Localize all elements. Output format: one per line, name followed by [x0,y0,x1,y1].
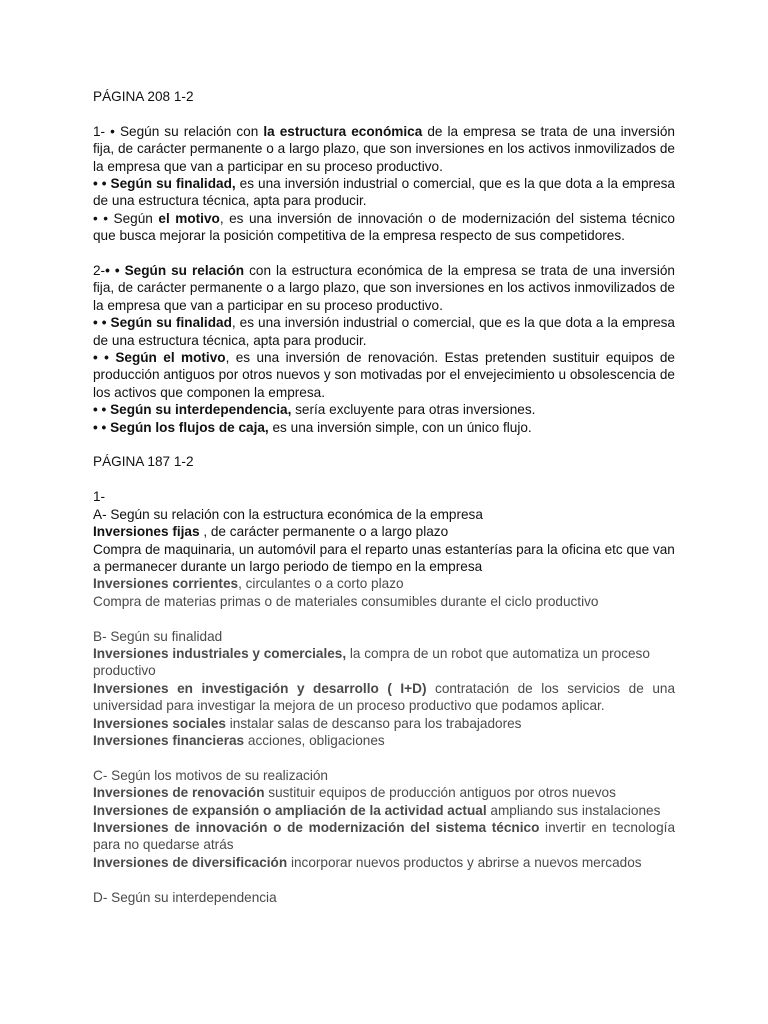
renovacion-bold: Inversiones de renovación [93,785,265,801]
heading-pagina-187: PÁGINA 187 1-2 [93,454,194,470]
block-b-id [93,680,675,715]
industriales-post: la compra de un robot que automatiza un proceso productivo [93,645,650,679]
s1-relacion-bold: la estructura económica [263,123,423,139]
innovacion-bold: Inversiones de innovación o de modernización del sistema técnico [93,819,540,835]
heading-one: 1- [93,489,106,505]
sociales-post: instalar salas de descanso para los trabajadores [226,715,522,731]
financieras-post: acciones, obligaciones [244,732,385,748]
corrientes-bold: Inversiones corrientes [93,576,239,592]
id-post: contratación de los servicios de una universidad para investigar la mejora de un proceso productivo que podamos aplicar. [93,680,675,714]
document-body [93,88,675,906]
s2-finalidad-bold: • • Según su finalidad [93,315,232,331]
block-a-corrientes-example: Compra de materias primas o de materiales consumibles durante el ciclo productivo [93,593,599,609]
s2-paragraph-finalidad [93,314,675,349]
s2-interdependencia-post: sería excluyente para otras inversiones. [291,402,536,418]
s2-relacion-post: con la estructura económica de la empresa se trata de una inversión fija, de carácter permanente o a largo plazo, que son inversiones en los activos inmovilizados de la empresa que van a participar en su proceso productivo. [93,263,675,313]
block-c-renovacion [93,784,675,801]
diversificacion-post: incorporar nuevos productos y abrirse a nuevos mercados [287,854,642,870]
s1-relacion-pre: 1- • Según su relación con [93,123,264,139]
s1-finalidad-post: es una inversión industrial o comercial, que es la que dota a la empresa de una estructura técnica, apta para producir. [93,176,675,209]
s1-paragraph-relacion [93,123,675,175]
s2-flujos-post: es una inversión simple, con un único flujo. [268,419,532,435]
corrientes-post: , circulantes o a corto plazo [238,576,404,592]
block-c-diversificacion [93,854,675,871]
fijas-post: , de carácter permanente o a largo plazo [199,524,449,540]
industriales-bold: Inversiones industriales y comerciales, [93,645,347,661]
block-a-fijas [93,523,675,540]
s1-relacion-post: de la empresa se trata de una inversión fija, de carácter permanente o a largo plazo, que son inversiones en los activos inmovilizados de la empresa que van a participar en su proceso productivo. [93,123,675,174]
block-d-title: D- Según su interdependencia [93,889,277,905]
s1-finalidad-bold: su finalidad, [156,176,236,192]
fijas-bold: Inversiones fijas [93,524,200,540]
block-c-innovacion [93,819,675,854]
s2-relacion-pre: 2- [93,263,106,279]
block-c-title: C- Según los motivos de su realización [93,767,328,783]
expansion-bold: Inversiones de expansión o ampliación de la actividad actual [93,802,487,818]
s1-finalidad-pre: • • Según [93,176,157,192]
financieras-bold: Inversiones financieras [93,732,245,748]
innovacion-post: invertir en tecnología para no quedarse atrás [93,819,675,853]
sociales-bold: Inversiones sociales [93,715,226,731]
block-b-industriales [93,645,675,680]
renovacion-post: sustituir equipos de producción antiguos por otros nuevos [264,785,616,801]
s2-flujos-bold: • • Según los flujos de caja, [93,419,269,435]
s2-paragraph-flujos [93,419,675,436]
s2-interdependencia-bold: • • Según su interdependencia, [93,402,292,418]
block-a-fijas-example: Compra de maquinaria, un automóvil para el reparto unas estanterías para la oficina etc que van a permanecer durante un largo periodo de tiempo en la empresa [93,541,675,574]
s2-motivo-post: , es una inversión de renovación. Estas pretenden sustituir equipos de producción antiguos por otros nuevos y son motivadas por el envejecimiento u obsolescencia de los activos que componen la empresa. [93,350,675,400]
s2-motivo-bold: • • Según el motivo [93,350,226,366]
s1-motivo-post: , es una inversión de innovación o de modernización del sistema técnico que busca mejorar la posición competitiva de la empresa respecto de sus competidores. [93,210,675,244]
s2-paragraph-relacion [93,262,675,314]
s1-paragraph-finalidad [93,175,675,210]
block-c-expansion [93,802,675,819]
s2-relacion-bold: • • Según su relación [105,263,245,279]
s1-paragraph-motivo [93,210,675,245]
s1-motivo-bold: el motivo [158,210,220,226]
block-b-sociales [93,715,675,732]
heading-pagina-208: PÁGINA 208 1-2 [93,89,194,104]
expansion-post: ampliando sus instalaciones [486,802,661,818]
block-a-title: A- Según su relación con la estructura económica de la empresa [93,506,483,522]
block-b-financieras [93,732,675,749]
s2-paragraph-motivo [93,349,675,401]
s2-paragraph-interdependencia [93,401,675,418]
s2-finalidad-post: , es una inversión industrial o comercial, que es la que dota a la empresa de una estructura técnica, apta para producir. [93,315,675,348]
id-bold: Inversiones en investigación y desarrollo ( I+D) [93,680,427,696]
diversificacion-bold: Inversiones de diversificación [93,854,288,870]
s1-motivo-pre: • • Según [93,210,159,226]
block-a-corrientes [93,575,675,592]
block-b-title: B- Según su finalidad [93,628,223,644]
